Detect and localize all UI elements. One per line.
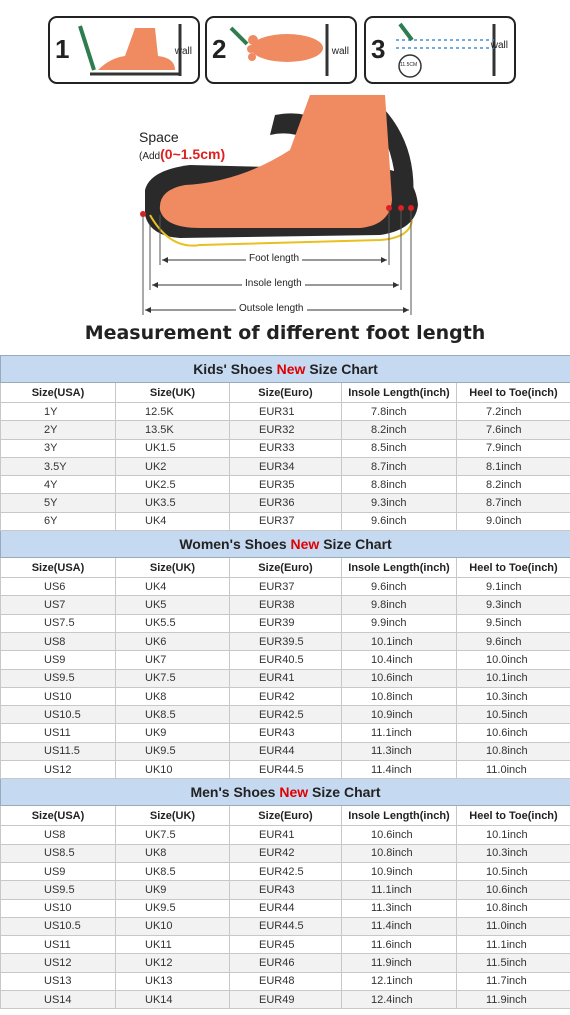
table-row <box>1 596 570 614</box>
section-title-row <box>1 356 570 383</box>
table-row <box>1 862 570 880</box>
heel-to-toe-cell: 10.5inch <box>457 706 570 724</box>
size-usa-cell: US9 <box>1 651 116 669</box>
size-uk-cell: UK7.5 <box>116 826 230 844</box>
table-row <box>1 651 570 669</box>
heel-to-toe-cell: 8.7inch <box>457 494 570 512</box>
column-header: Size(Euro) <box>230 383 342 403</box>
heel-to-toe-cell: 7.2inch <box>457 403 570 421</box>
column-header: Size(UK) <box>116 806 230 826</box>
column-header: Size(Euro) <box>230 558 342 578</box>
size-euro-cell: EUR41 <box>230 826 342 844</box>
size-usa-cell: 3Y <box>1 439 116 457</box>
table-row <box>1 687 570 705</box>
table-row <box>1 972 570 990</box>
wall-label: wall <box>174 46 192 57</box>
size-uk-cell: UK5 <box>116 596 230 614</box>
size-euro-cell: EUR46 <box>230 954 342 972</box>
insole-length-cell: 10.6inch <box>342 669 457 687</box>
size-euro-cell: EUR37 <box>230 578 342 596</box>
size-uk-cell: UK9 <box>116 881 230 899</box>
size-uk-cell: UK14 <box>116 991 230 1009</box>
size-euro-cell: EUR44.5 <box>230 761 342 779</box>
heel-to-toe-cell: 11.1inch <box>457 936 570 954</box>
column-header: Size(USA) <box>1 558 116 578</box>
table-row <box>1 724 570 742</box>
insole-length-cell: 8.8inch <box>342 476 457 494</box>
insole-length-cell: 11.4inch <box>342 761 457 779</box>
step-number: 3 <box>371 34 386 64</box>
size-uk-cell: UK12 <box>116 954 230 972</box>
size-usa-cell: 2Y <box>1 421 116 439</box>
size-euro-cell: EUR43 <box>230 881 342 899</box>
size-uk-cell: UK8 <box>116 844 230 862</box>
column-header-row <box>1 383 570 403</box>
heel-to-toe-cell: 8.2inch <box>457 476 570 494</box>
heel-to-toe-cell: 11.0inch <box>457 761 570 779</box>
table-row <box>1 457 570 475</box>
insole-length-cell: 10.9inch <box>342 706 457 724</box>
table-row <box>1 881 570 899</box>
size-usa-cell: 1Y <box>1 403 116 421</box>
size-usa-cell: 3.5Y <box>1 457 116 475</box>
heel-to-toe-cell: 10.5inch <box>457 862 570 880</box>
table-row <box>1 403 570 421</box>
insole-length-cell: 11.3inch <box>342 899 457 917</box>
insole-length-cell: 10.6inch <box>342 826 457 844</box>
wall-label: wall <box>490 40 508 51</box>
table-row <box>1 826 570 844</box>
size-euro-cell: EUR45 <box>230 936 342 954</box>
column-header: Insole Length(inch) <box>342 383 457 403</box>
size-uk-cell: UK4 <box>116 512 230 530</box>
measurement-illustration <box>0 0 570 355</box>
heel-to-toe-cell: 10.6inch <box>457 724 570 742</box>
size-euro-cell: EUR31 <box>230 403 342 421</box>
size-uk-cell: UK2.5 <box>116 476 230 494</box>
table-row <box>1 936 570 954</box>
table-row <box>1 706 570 724</box>
step-number: 2 <box>212 34 227 64</box>
size-euro-cell: EUR44.5 <box>230 917 342 935</box>
heel-to-toe-cell: 9.3inch <box>457 596 570 614</box>
table-row <box>1 578 570 596</box>
section-title: Kids' Shoes New Size Chart <box>1 356 570 383</box>
size-euro-cell: EUR38 <box>230 596 342 614</box>
insole-length-cell: 7.8inch <box>342 403 457 421</box>
size-uk-cell: UK3.5 <box>116 494 230 512</box>
size-usa-cell: US10 <box>1 899 116 917</box>
measure-badge: 11.5CM <box>400 62 418 68</box>
size-uk-cell: UK1.5 <box>116 439 230 457</box>
column-header: Insole Length(inch) <box>342 558 457 578</box>
size-uk-cell: UK5.5 <box>116 614 230 632</box>
insole-length-cell: 10.8inch <box>342 844 457 862</box>
size-uk-cell: UK10 <box>116 917 230 935</box>
table-row <box>1 669 570 687</box>
insole-length-label: Insole length <box>242 278 305 289</box>
size-euro-cell: EUR42 <box>230 687 342 705</box>
size-euro-cell: EUR33 <box>230 439 342 457</box>
size-uk-cell: UK11 <box>116 936 230 954</box>
size-uk-cell: UK2 <box>116 457 230 475</box>
size-uk-cell: UK9 <box>116 724 230 742</box>
size-usa-cell: US12 <box>1 761 116 779</box>
size-usa-cell: US9.5 <box>1 669 116 687</box>
table-row <box>1 954 570 972</box>
insole-length-cell: 11.6inch <box>342 936 457 954</box>
size-euro-cell: EUR44 <box>230 899 342 917</box>
size-usa-cell: US11 <box>1 936 116 954</box>
size-usa-cell: US14 <box>1 991 116 1009</box>
new-badge: New <box>290 536 320 553</box>
heel-to-toe-cell: 11.9inch <box>457 991 570 1009</box>
insole-length-cell: 11.1inch <box>342 724 457 742</box>
insole-length-cell: 11.3inch <box>342 742 457 760</box>
column-header-row <box>1 558 570 578</box>
size-usa-cell: US13 <box>1 972 116 990</box>
size-usa-cell: US8 <box>1 826 116 844</box>
size-euro-cell: EUR42.5 <box>230 706 342 724</box>
insole-length-cell: 10.4inch <box>342 651 457 669</box>
heel-to-toe-cell: 7.6inch <box>457 421 570 439</box>
size-euro-cell: EUR39.5 <box>230 632 342 650</box>
column-header: Insole Length(inch) <box>342 806 457 826</box>
size-uk-cell: UK4 <box>116 578 230 596</box>
size-usa-cell: US10.5 <box>1 917 116 935</box>
heel-to-toe-cell: 9.1inch <box>457 578 570 596</box>
shoe-foot-diagram <box>0 0 570 320</box>
size-euro-cell: EUR44 <box>230 742 342 760</box>
size-uk-cell: UK10 <box>116 761 230 779</box>
size-uk-cell: 12.5K <box>116 403 230 421</box>
column-header: Heel to Toe(inch) <box>457 558 570 578</box>
heel-to-toe-cell: 10.8inch <box>457 899 570 917</box>
wall-label: wall <box>331 46 349 57</box>
table-row <box>1 761 570 779</box>
column-header: Size(UK) <box>116 558 230 578</box>
heel-to-toe-cell: 11.7inch <box>457 972 570 990</box>
new-badge: New <box>279 784 309 801</box>
column-header: Size(Euro) <box>230 806 342 826</box>
size-uk-cell: UK8.5 <box>116 862 230 880</box>
size-euro-cell: EUR35 <box>230 476 342 494</box>
size-usa-cell: US7 <box>1 596 116 614</box>
table-row <box>1 421 570 439</box>
column-header-row <box>1 806 570 826</box>
size-usa-cell: US9.5 <box>1 881 116 899</box>
insole-length-cell: 8.2inch <box>342 421 457 439</box>
insole-length-cell: 11.9inch <box>342 954 457 972</box>
size-euro-cell: EUR42 <box>230 844 342 862</box>
size-usa-cell: US8 <box>1 632 116 650</box>
size-usa-cell: US12 <box>1 954 116 972</box>
size-euro-cell: EUR36 <box>230 494 342 512</box>
size-usa-cell: US6 <box>1 578 116 596</box>
heel-to-toe-cell: 11.5inch <box>457 954 570 972</box>
table-row <box>1 742 570 760</box>
table-row <box>1 844 570 862</box>
size-usa-cell: US8.5 <box>1 844 116 862</box>
heel-to-toe-cell: 8.1inch <box>457 457 570 475</box>
insole-length-cell: 10.9inch <box>342 862 457 880</box>
insole-length-cell: 11.4inch <box>342 917 457 935</box>
column-header: Size(USA) <box>1 383 116 403</box>
column-header: Heel to Toe(inch) <box>457 806 570 826</box>
heel-to-toe-cell: 10.3inch <box>457 844 570 862</box>
outsole-length-label: Outsole length <box>236 303 307 314</box>
table-row <box>1 439 570 457</box>
size-euro-cell: EUR40.5 <box>230 651 342 669</box>
space-range: (0~1.5cm) <box>160 146 226 162</box>
size-usa-cell: 6Y <box>1 512 116 530</box>
foot-length-label: Foot length <box>246 253 302 264</box>
table-row <box>1 632 570 650</box>
size-usa-cell: US11 <box>1 724 116 742</box>
table-row <box>1 899 570 917</box>
size-uk-cell: UK8 <box>116 687 230 705</box>
size-euro-cell: EUR48 <box>230 972 342 990</box>
heel-to-toe-cell: 10.0inch <box>457 651 570 669</box>
new-badge: New <box>276 361 306 377</box>
space-add-label: (Add(0~1.5cm) <box>139 146 226 162</box>
size-usa-cell: 4Y <box>1 476 116 494</box>
column-header: Size(UK) <box>116 383 230 403</box>
insole-length-cell: 9.3inch <box>342 494 457 512</box>
space-label: Space <box>139 129 179 145</box>
section-title: Women's Shoes New Size Chart <box>1 531 570 558</box>
insole-length-cell: 9.6inch <box>342 578 457 596</box>
table-row <box>1 494 570 512</box>
size-uk-cell: UK9.5 <box>116 742 230 760</box>
heel-to-toe-cell: 7.9inch <box>457 439 570 457</box>
size-euro-cell: EUR49 <box>230 991 342 1009</box>
size-uk-cell: 13.5K <box>116 421 230 439</box>
insole-length-cell: 9.9inch <box>342 614 457 632</box>
insole-length-cell: 12.1inch <box>342 972 457 990</box>
section-title-row <box>1 531 570 558</box>
column-header: Size(USA) <box>1 806 116 826</box>
heel-to-toe-cell: 9.6inch <box>457 632 570 650</box>
insole-length-cell: 8.7inch <box>342 457 457 475</box>
size-uk-cell: UK9.5 <box>116 899 230 917</box>
size-euro-cell: EUR37 <box>230 512 342 530</box>
table-row <box>1 991 570 1009</box>
size-usa-cell: US10 <box>1 687 116 705</box>
size-usa-cell: US7.5 <box>1 614 116 632</box>
heel-to-toe-cell: 10.1inch <box>457 669 570 687</box>
step-number: 1 <box>55 34 70 64</box>
heel-to-toe-cell: 10.8inch <box>457 742 570 760</box>
heel-to-toe-cell: 10.3inch <box>457 687 570 705</box>
section-title: Men's Shoes New Size Chart <box>1 779 570 806</box>
size-uk-cell: UK6 <box>116 632 230 650</box>
size-uk-cell: UK7 <box>116 651 230 669</box>
page-title: Measurement of different foot length <box>84 322 486 344</box>
heel-to-toe-cell: 9.5inch <box>457 614 570 632</box>
size-uk-cell: UK7.5 <box>116 669 230 687</box>
size-uk-cell: UK8.5 <box>116 706 230 724</box>
insole-length-cell: 8.5inch <box>342 439 457 457</box>
size-euro-cell: EUR34 <box>230 457 342 475</box>
size-uk-cell: UK13 <box>116 972 230 990</box>
size-chart-table <box>0 355 570 1009</box>
table-row <box>1 614 570 632</box>
size-euro-cell: EUR32 <box>230 421 342 439</box>
size-usa-cell: US9 <box>1 862 116 880</box>
heel-to-toe-cell: 9.0inch <box>457 512 570 530</box>
insole-length-cell: 9.8inch <box>342 596 457 614</box>
table-row <box>1 917 570 935</box>
insole-length-cell: 11.1inch <box>342 881 457 899</box>
heel-to-toe-cell: 10.1inch <box>457 826 570 844</box>
size-euro-cell: EUR42.5 <box>230 862 342 880</box>
column-header: Heel to Toe(inch) <box>457 383 570 403</box>
section-title-row <box>1 779 570 806</box>
table-row <box>1 476 570 494</box>
insole-length-cell: 9.6inch <box>342 512 457 530</box>
size-usa-cell: US11.5 <box>1 742 116 760</box>
size-euro-cell: EUR39 <box>230 614 342 632</box>
heel-to-toe-cell: 10.6inch <box>457 881 570 899</box>
heel-to-toe-cell: 11.0inch <box>457 917 570 935</box>
insole-length-cell: 10.8inch <box>342 687 457 705</box>
size-euro-cell: EUR41 <box>230 669 342 687</box>
size-usa-cell: 5Y <box>1 494 116 512</box>
table-row <box>1 512 570 530</box>
insole-length-cell: 12.4inch <box>342 991 457 1009</box>
size-euro-cell: EUR43 <box>230 724 342 742</box>
insole-length-cell: 10.1inch <box>342 632 457 650</box>
size-usa-cell: US10.5 <box>1 706 116 724</box>
